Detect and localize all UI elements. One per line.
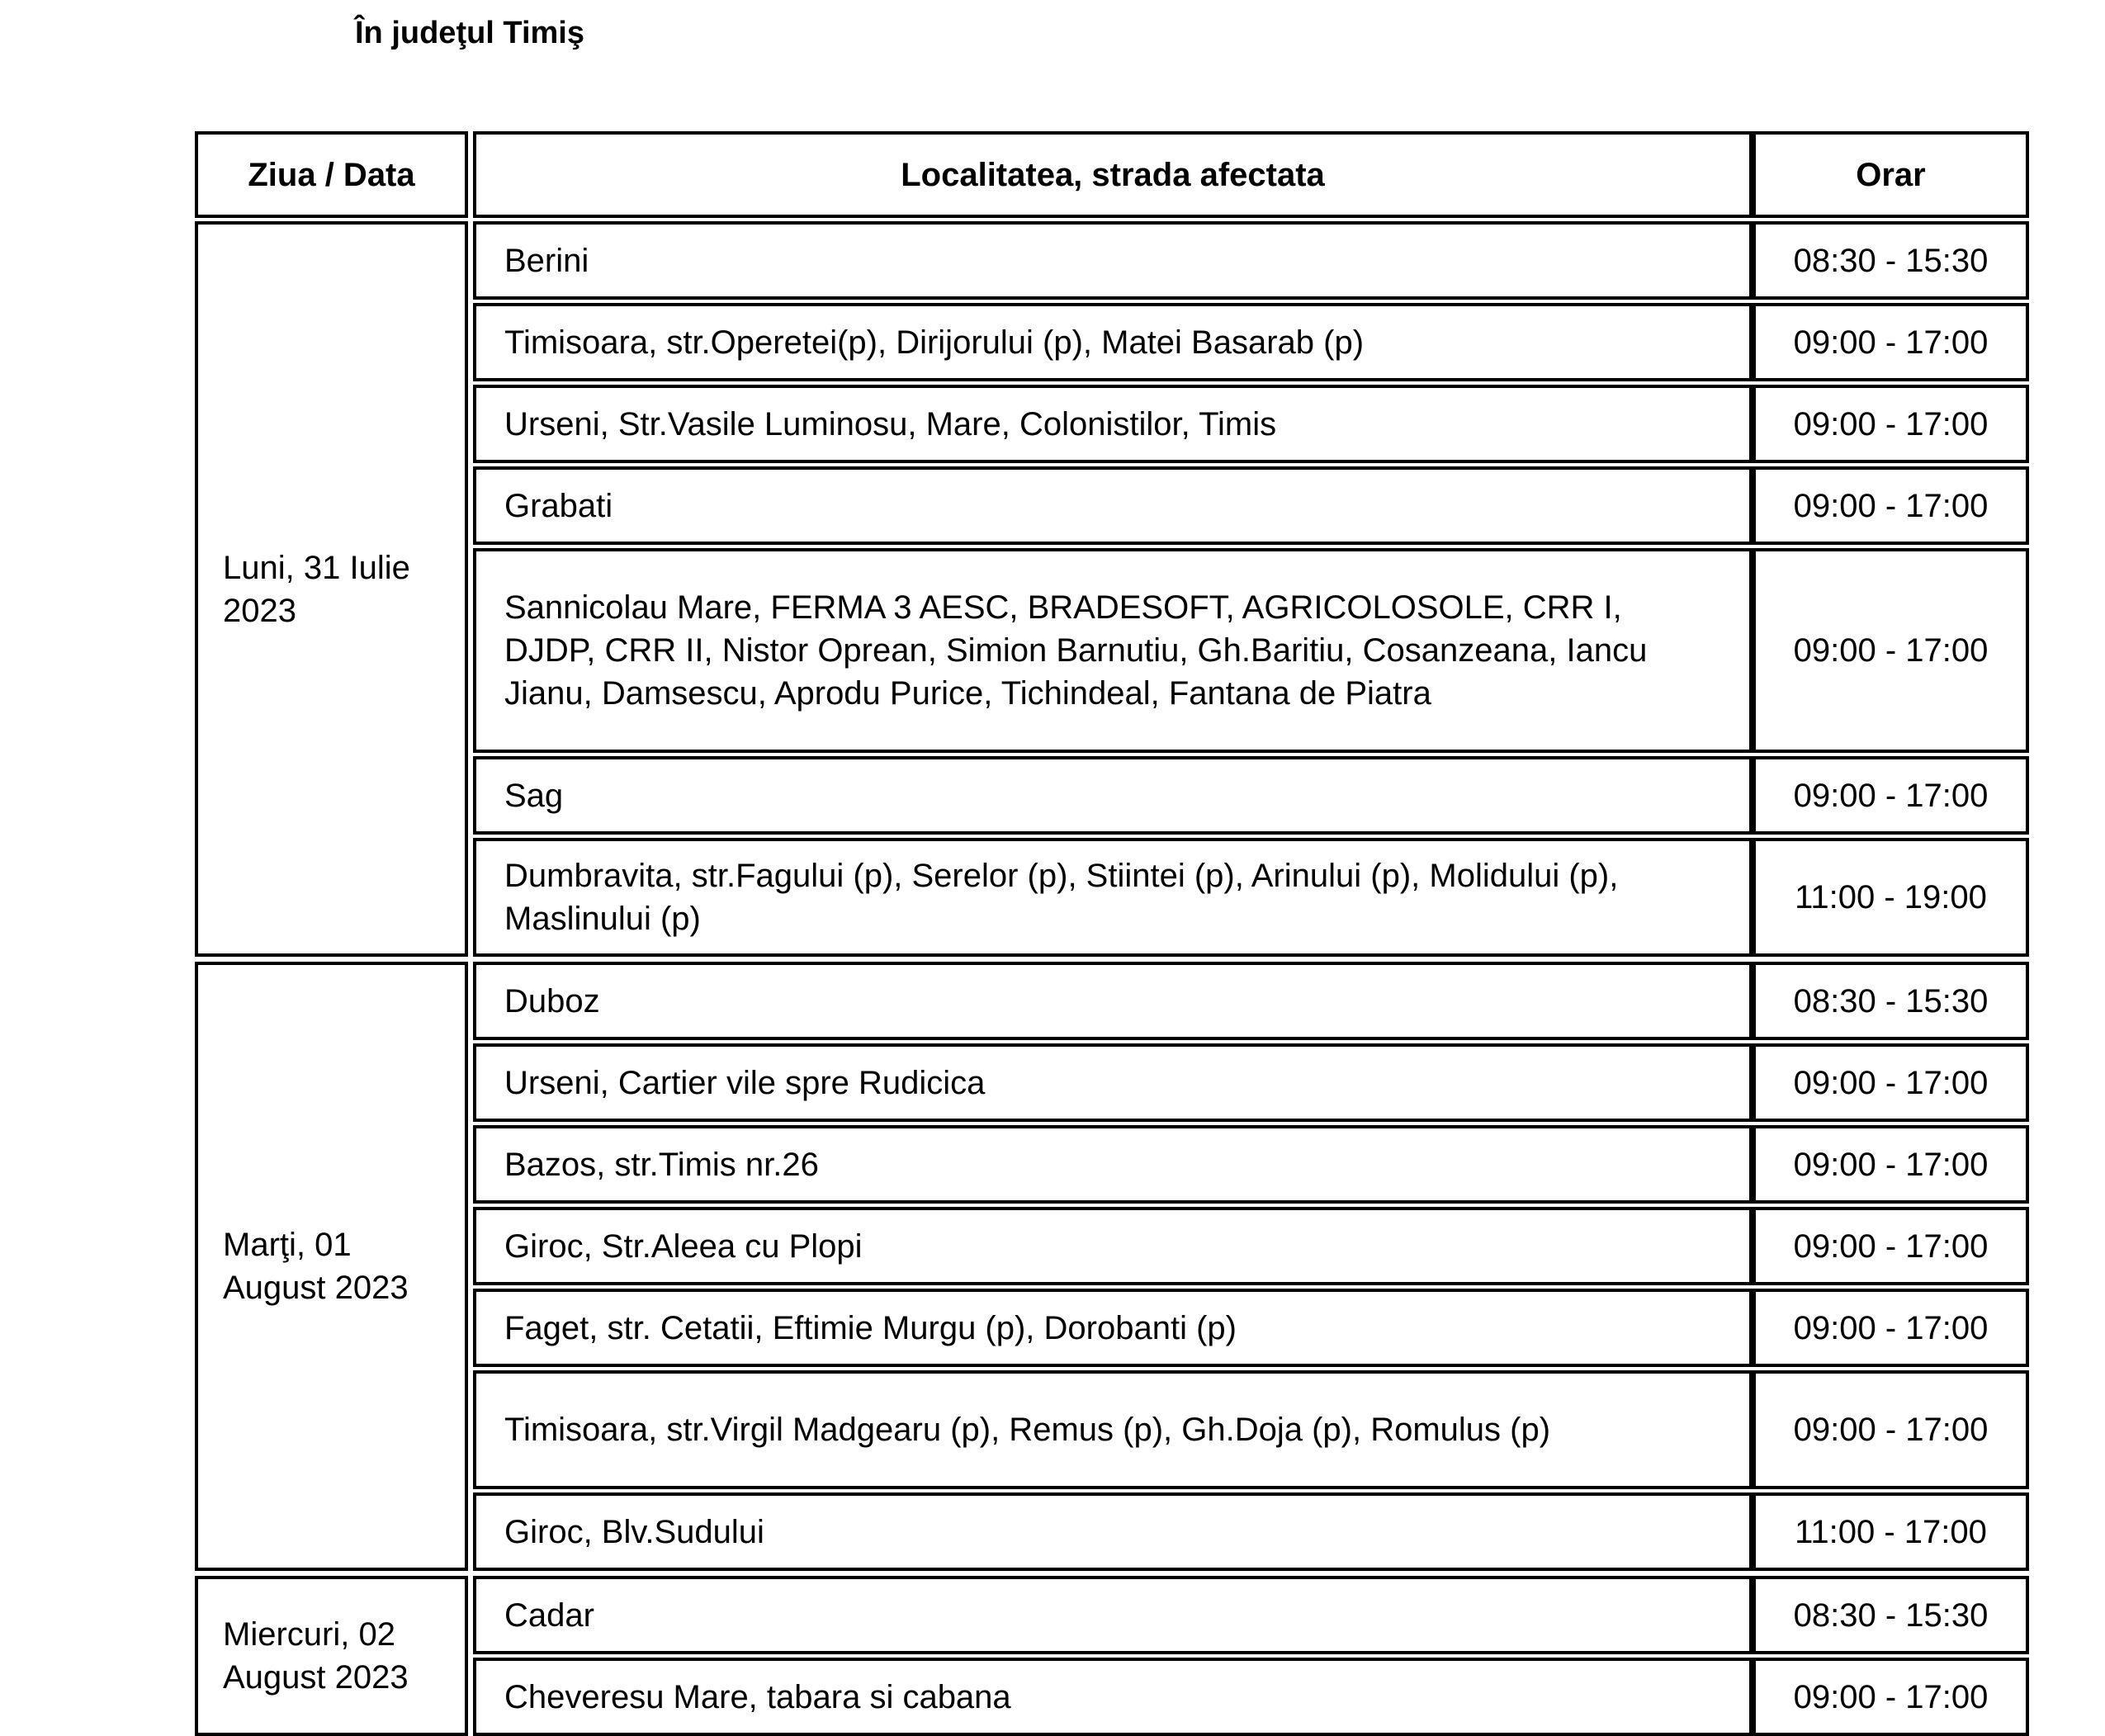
day-label: Miercuri, 02 August 2023	[223, 1616, 409, 1696]
day-label: Luni, 31 Iulie 2023	[223, 549, 410, 629]
location-cell: Grabati	[473, 466, 1753, 545]
location-cell: Urseni, Cartier vile spre Rudicica	[473, 1043, 1753, 1122]
time-cell: 09:00 - 17:00	[1753, 1125, 2029, 1204]
time-cell: 08:30 - 15:30	[1753, 1576, 2029, 1654]
location-cell: Sannicolau Mare, FERMA 3 AESC, BRADESOFT, AGRICOLOSOLE, CRR I, DJDP, CRR II, Nistor Oprean, Simion Barnutiu, Gh.Baritiu, Cosanzeana, Iancu Jianu, Damsescu, Aprodu Purice, Tichindeal, Fantana de Piatra	[473, 548, 1753, 753]
time-cell: 09:00 - 17:00	[1753, 756, 2029, 835]
location-cell: Cadar	[473, 1576, 1753, 1654]
page-title: În judeţul Timiş	[355, 16, 584, 50]
location-cell: Urseni, Str.Vasile Luminosu, Mare, Colonistilor, Timis	[473, 385, 1753, 463]
location-cell: Timisoara, str.Virgil Madgearu (p), Remus (p), Gh.Doja (p), Romulus (p)	[473, 1370, 1753, 1489]
time-cell: 09:00 - 17:00	[1753, 1658, 2029, 1736]
location-cell: Sag	[473, 756, 1753, 835]
location-cell: Giroc, Blv.Sudului	[473, 1492, 1753, 1571]
header-time: Orar	[1753, 131, 2029, 218]
day-cell	[195, 1576, 468, 1736]
time-cell: 09:00 - 17:00	[1753, 1289, 2029, 1367]
location-cell: Bazos, str.Timis nr.26	[473, 1125, 1753, 1204]
time-cell: 11:00 - 19:00	[1753, 838, 2029, 957]
location-cell: Timisoara, str.Operetei(p), Dirijorului (p), Matei Basarab (p)	[473, 303, 1753, 381]
time-cell: 08:30 - 15:30	[1753, 962, 2029, 1040]
time-cell: 08:30 - 15:30	[1753, 221, 2029, 300]
outage-schedule-table	[195, 131, 2029, 1736]
header-location: Localitatea, strada afectata	[473, 131, 1753, 218]
day-label: Marţi, 01 August 2023	[223, 1227, 409, 1306]
location-cell: Giroc, Str.Aleea cu Plopi	[473, 1207, 1753, 1285]
time-cell: 09:00 - 17:00	[1753, 1370, 2029, 1489]
time-cell: 11:00 - 17:00	[1753, 1492, 2029, 1571]
time-cell: 09:00 - 17:00	[1753, 385, 2029, 463]
header-day: Ziua / Data	[195, 131, 468, 218]
location-cell: Berini	[473, 221, 1753, 300]
time-cell: 09:00 - 17:00	[1753, 303, 2029, 381]
day-cell	[195, 962, 468, 1571]
time-cell: 09:00 - 17:00	[1753, 1043, 2029, 1122]
location-cell: Cheveresu Mare, tabara si cabana	[473, 1658, 1753, 1736]
day-cell	[195, 221, 468, 957]
time-cell: 09:00 - 17:00	[1753, 466, 2029, 545]
location-cell: Dumbravita, str.Fagului (p), Serelor (p), Stiintei (p), Arinului (p), Molidului (p), Maslinului (p)	[473, 838, 1753, 957]
location-cell: Faget, str. Cetatii, Eftimie Murgu (p), Dorobanti (p)	[473, 1289, 1753, 1367]
time-cell: 09:00 - 17:00	[1753, 1207, 2029, 1285]
time-cell: 09:00 - 17:00	[1753, 548, 2029, 753]
location-cell: Duboz	[473, 962, 1753, 1040]
